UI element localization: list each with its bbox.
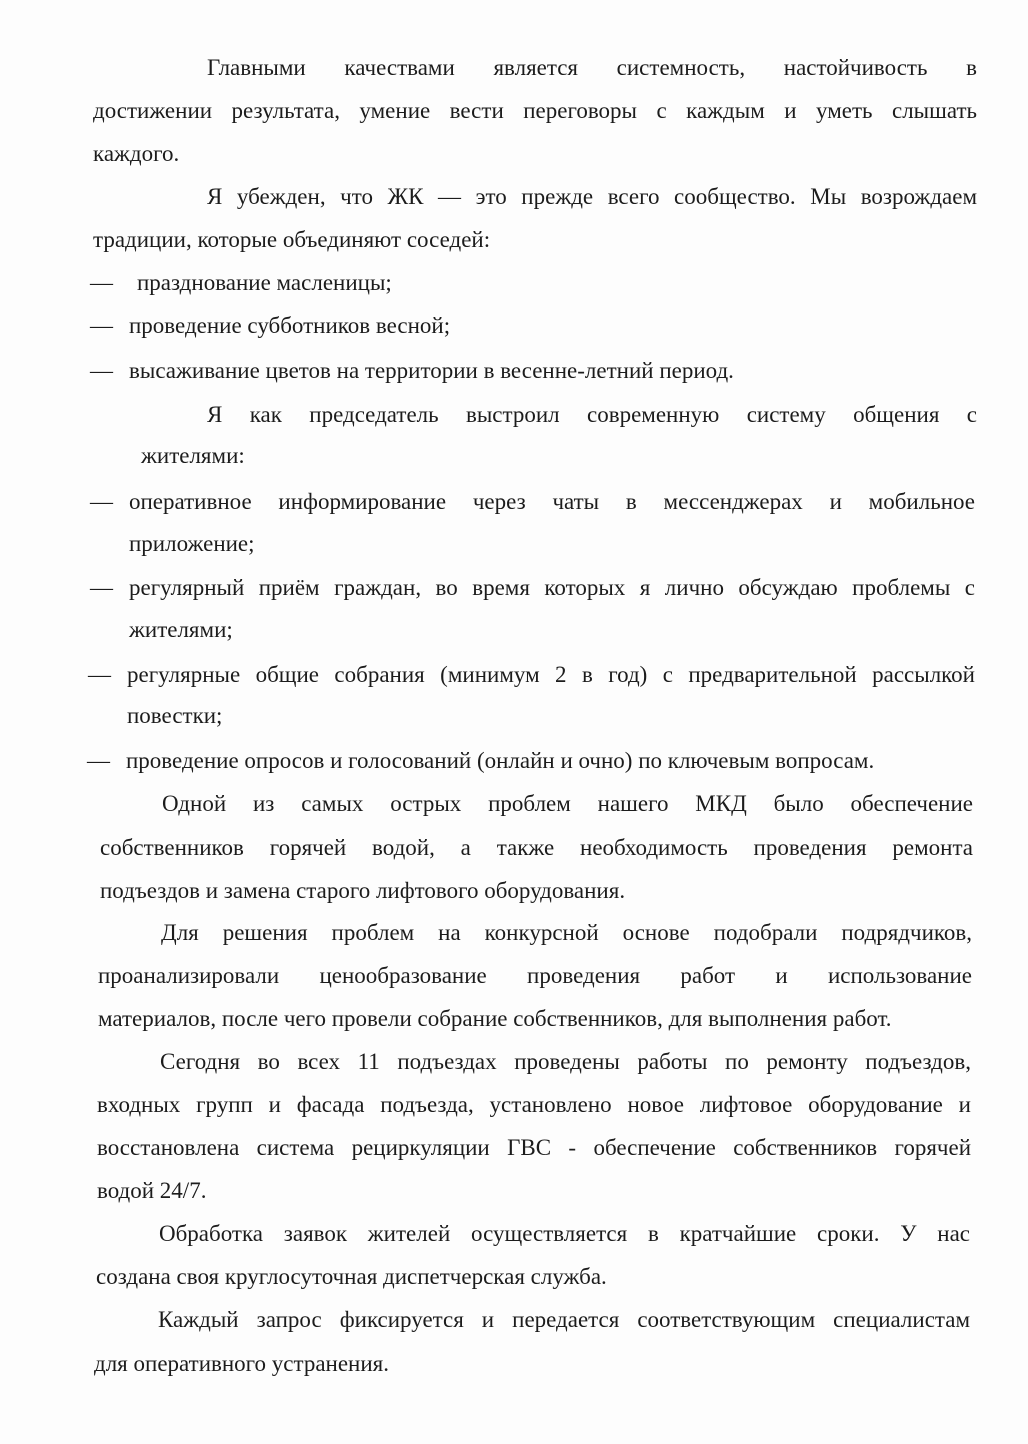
paragraph-4-line-1: Одной из самых острых проблем нашего МКД было обеспечение	[162, 791, 973, 816]
paragraph-1-line-1: Главными качествами является системность, настойчивость в	[207, 55, 977, 80]
list-item-1: празднование масленицы;	[137, 270, 392, 295]
list2-item-2-line-2: жителями;	[129, 617, 233, 642]
list-dash: —	[88, 662, 111, 687]
paragraph-2-line-1: Я убежден, что ЖК — это прежде всего сообщество. Мы возрождаем	[207, 184, 977, 209]
list-dash: —	[90, 489, 113, 514]
paragraph-5-line-1: Для решения проблем на конкурсной основе подобрали подрядчиков,	[161, 920, 972, 945]
paragraph-8-line-2: для оперативного устранения.	[94, 1351, 389, 1376]
paragraph-6-line-2: входных групп и фасада подъезда, установлено новое лифтовое оборудование и	[97, 1092, 971, 1117]
list2-item-3-line-1: регулярные общие собрания (минимум 2 в год) с предварительной рассылкой	[127, 662, 975, 687]
paragraph-3-line-1: Я как председатель выстроил современную систему общения с	[207, 402, 977, 427]
paragraph-5-line-3: материалов, после чего провели собрание собственников, для выполнения работ.	[98, 1006, 892, 1031]
list2-item-1-line-2: приложение;	[129, 531, 255, 556]
paragraph-4-line-3: подъездов и замена старого лифтового оборудования.	[100, 878, 626, 903]
paragraph-6-line-4: водой 24/7.	[97, 1178, 207, 1203]
paragraph-4-line-2: собственников горячей водой, а также необходимость проведения ремонта	[100, 835, 973, 860]
list-dash: —	[90, 313, 113, 338]
paragraph-2-line-2: традиции, которые объединяют соседей:	[93, 227, 491, 252]
list-dash: —	[87, 748, 110, 773]
list-dash: —	[90, 270, 113, 295]
paragraph-1-line-2: достижении результата, умение вести переговоры с каждым и уметь слышать	[93, 98, 977, 123]
paragraph-1-line-3: каждого.	[93, 141, 180, 166]
list2-item-3-line-2: повестки;	[127, 703, 223, 728]
list2-item-1-line-1: оперативное информирование через чаты в мессенджерах и мобильное	[129, 489, 975, 514]
list-dash: —	[90, 358, 113, 383]
list2-item-2-line-1: регулярный приём граждан, во время которых я лично обсуждаю проблемы с	[129, 575, 975, 600]
list-item-3: высаживание цветов на территории в весенне-летний период.	[129, 358, 734, 383]
paragraph-7-line-2: создана своя круглосуточная диспетчерская служба.	[96, 1264, 607, 1289]
list-dash: —	[90, 575, 113, 600]
paragraph-6-line-3: восстановлена система рециркуляции ГВС - обеспечение собственников горячей	[97, 1135, 971, 1160]
list-item-2: проведение субботников весной;	[129, 313, 451, 338]
list2-item-4-line-1: проведение опросов и голосований (онлайн и очно) по ключевым вопросам.	[126, 748, 875, 773]
paragraph-6-line-1: Сегодня во всех 11 подъездах проведены работы по ремонту подъездов,	[160, 1049, 971, 1074]
paragraph-7-line-1: Обработка заявок жителей осуществляется в кратчайшие сроки. У нас	[159, 1221, 970, 1246]
paragraph-3-line-2: жителями:	[141, 443, 245, 468]
paragraph-8-line-1: Каждый запрос фиксируется и передается соответствующим специалистам	[158, 1307, 970, 1332]
paragraph-5-line-2: проанализировали ценообразование проведения работ и использование	[98, 963, 972, 988]
